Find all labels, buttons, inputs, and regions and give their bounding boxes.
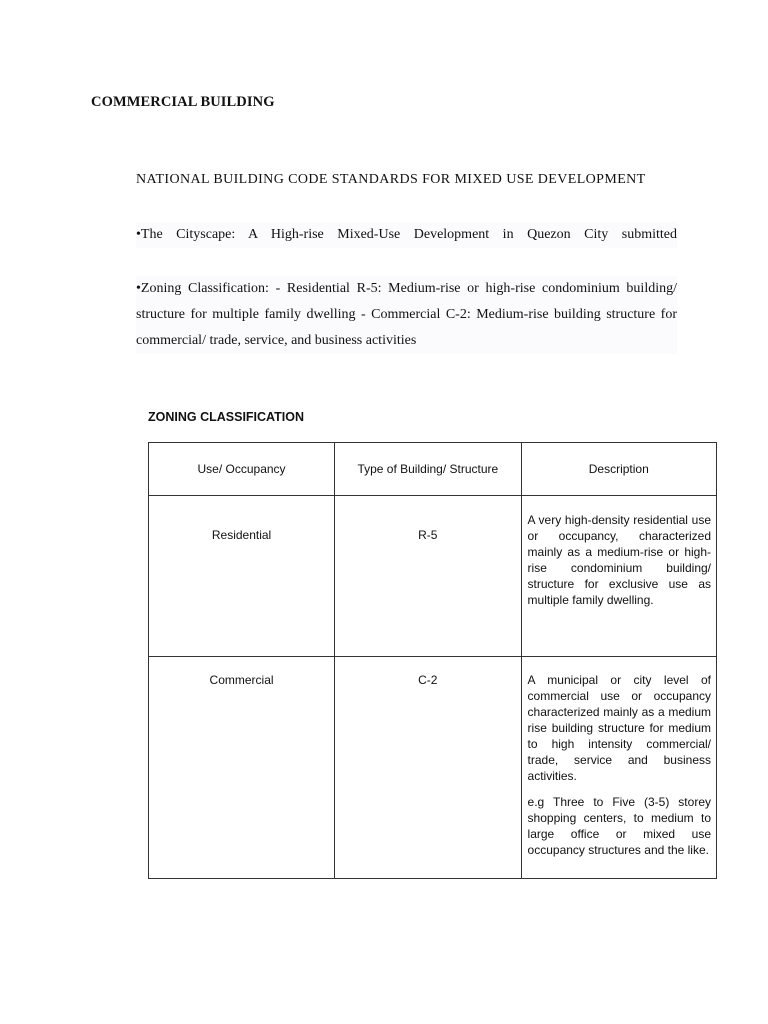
cell-type: C-2 bbox=[335, 657, 521, 879]
zoning-paragraph: •Zoning Classification: - Residential R-5: Medium-rise or high-rise condominium building/ structure for multiple family dwelling - Commercial C-2: Medium-rise building structure for commercial/ trade, service, and business activities bbox=[136, 276, 677, 354]
description-text: A municipal or city level of commercial use or occupancy characterized mainly as a medium rise building structure for medium to high intensity commercial/ trade, service and business activities. bbox=[527, 673, 711, 783]
cell-type: R-5 bbox=[335, 496, 521, 657]
cell-description bbox=[521, 496, 716, 657]
page-title: COMMERCIAL BUILDING bbox=[91, 94, 275, 110]
cell-use: Commercial bbox=[149, 657, 335, 879]
description-text: A very high-density residential use or occupancy, characterized mainly as a medium-rise or high-rise condominium building/ structure for exclusive use as multiple family dwelling. bbox=[527, 513, 711, 607]
cell-description bbox=[521, 657, 716, 879]
table-row bbox=[149, 657, 717, 879]
description-example-text: e.g Three to Five (3-5) storey shopping centers, to medium to large office or mixed use occupancy structures and the like. bbox=[527, 795, 711, 857]
section-subtitle: NATIONAL BUILDING CODE STANDARDS FOR MIXED USE DEVELOPMENT bbox=[136, 172, 646, 187]
table-header-row bbox=[149, 443, 717, 496]
column-header-type: Type of Building/ Structure bbox=[335, 443, 521, 496]
column-header-use: Use/ Occupancy bbox=[149, 443, 335, 496]
zoning-table bbox=[148, 442, 717, 879]
table-title: ZONING CLASSIFICATION bbox=[148, 410, 305, 424]
table-row bbox=[149, 496, 717, 657]
cell-use: Residential bbox=[149, 496, 335, 657]
column-header-description: Description bbox=[521, 443, 716, 496]
cityscape-paragraph: •The Cityscape: A High-rise Mixed-Use Development in Quezon City submitted bbox=[136, 222, 677, 248]
